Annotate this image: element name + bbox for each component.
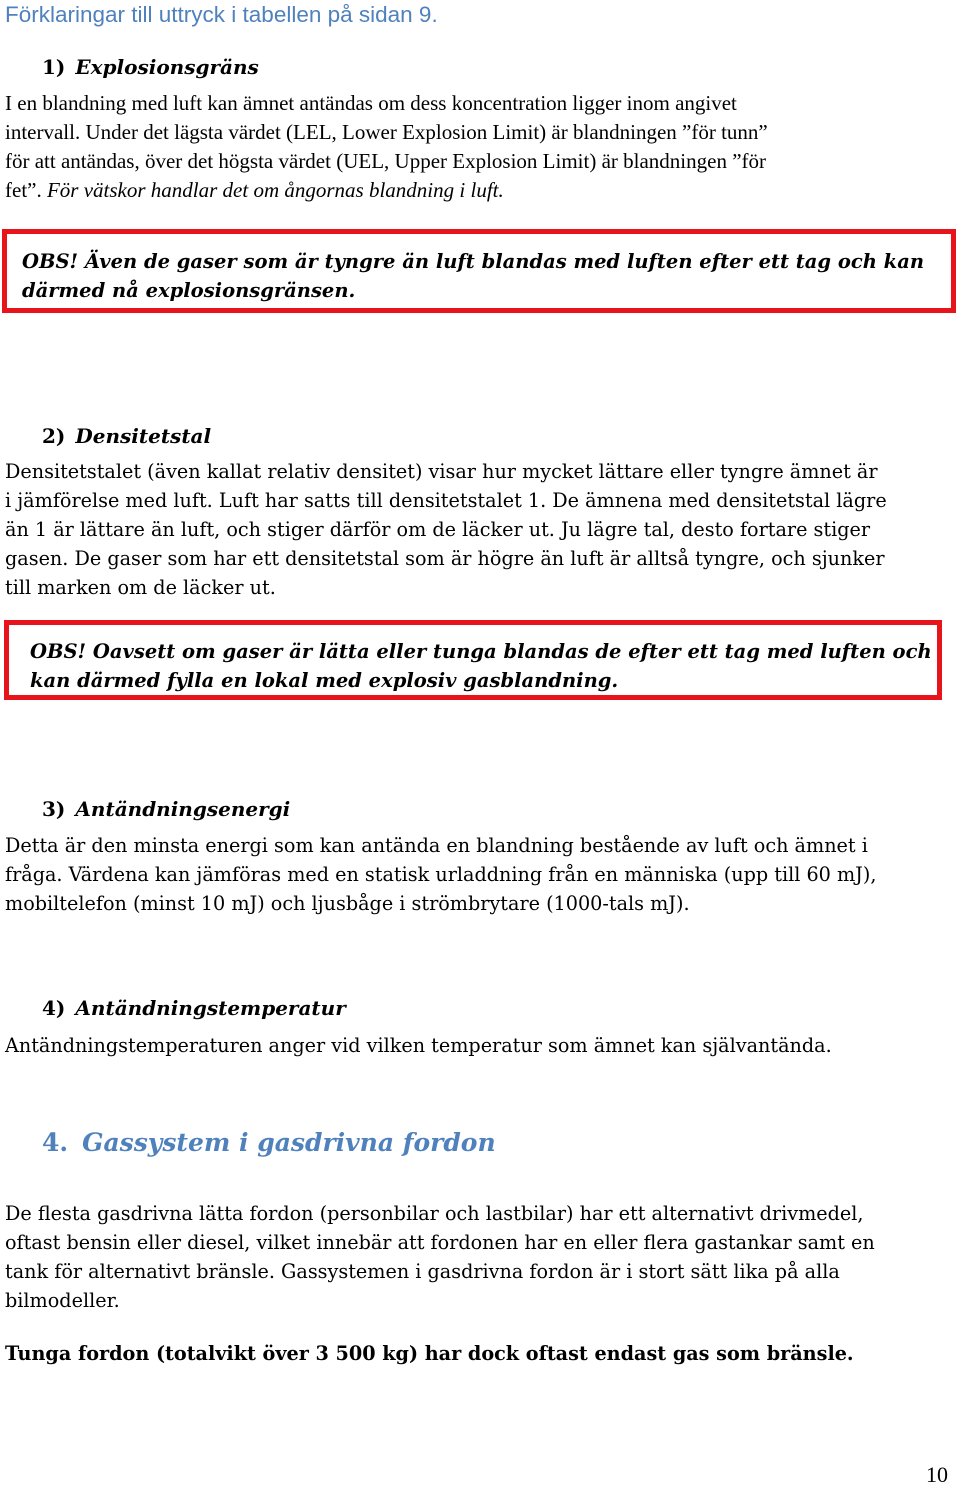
chapter-title: Gassystem i gasdrivna fordon (82, 1128, 496, 1157)
section-1-italic-note: För vätskor handlar det om ångornas blandning i luft. (46, 178, 504, 202)
section-1-number: 1) (42, 55, 66, 79)
section-2-line-2: i jämförelse med luft. Luft har satts till densitetstalet 1. De ämnena med densitetstal lägre (5, 489, 887, 512)
chapter-body (5, 1199, 950, 1315)
section-4-line-1: Antändningstemperaturen anger vid vilken temperatur som ämnet kan självantända. (5, 1034, 832, 1057)
chapter-number: 4. (42, 1128, 69, 1157)
section-4-number: 4) (42, 996, 66, 1020)
section-4-body (5, 1031, 950, 1060)
chapter-line-3: tank för alternativt bränsle. Gassystemen i gasdrivna fordon är i stort sätt lika på alla (5, 1260, 840, 1283)
section-2-line-1: Densitetstalet (även kallat relativ densitet) visar hur mycket lättare eller tyngre ämnet är (5, 460, 878, 483)
warning-box-1 (2, 229, 956, 313)
chapter-line-1: De flesta gasdrivna lätta fordon (personbilar och lastbilar) har ett alternativt drivmedel, (5, 1202, 864, 1225)
section-2-heading (42, 424, 211, 448)
section-3-line-2: fråga. Värdena kan jämföras med en statisk urladdning från en människa (upp till 60 mJ), (5, 863, 877, 886)
section-2-line-4: gasen. De gaser som har ett densitetstal som är högre än luft är alltså tyngre, och sjunker (5, 547, 885, 570)
section-4-heading (42, 996, 346, 1020)
warning-2-text (30, 637, 932, 695)
warning-1-text (22, 247, 924, 305)
page-heading: Förklaringar till uttryck i tabellen på sidan 9. (5, 2, 438, 27)
section-1-line-3: för att antändas, över det högsta värdet (UEL, Upper Explosion Limit) är blandningen ”för (5, 149, 767, 173)
chapter-line-2: oftast bensin eller diesel, vilket innebär att fordonen har en eller flera gastankar samt en (5, 1231, 875, 1254)
section-1-title: Explosionsgräns (75, 55, 259, 79)
section-3-heading (42, 797, 290, 821)
section-4-title: Antändningstemperatur (75, 996, 346, 1020)
warning-1-line-1: OBS! Även de gaser som är tyngre än luft blandas med luften efter ett tag och kan (22, 250, 925, 273)
section-3-body (5, 831, 950, 918)
section-2-number: 2) (42, 424, 66, 448)
section-3-title: Antändningsenergi (75, 797, 291, 821)
section-1-body (5, 89, 950, 205)
section-3-line-1: Detta är den minsta energi som kan antända en blandning bestående av luft och ämnet i (5, 834, 868, 857)
section-3-line-3: mobiltelefon (minst 10 mJ) och ljusbåge i strömbrytare (1000-tals mJ). (5, 892, 690, 915)
section-2-body (5, 457, 950, 602)
warning-2-line-2: kan därmed fylla en lokal med explosiv gasblandning. (30, 669, 619, 692)
heavy-vehicles-note: Tunga fordon (totalvikt över 3 500 kg) har dock oftast endast gas som bränsle. (5, 1342, 854, 1365)
section-1-line-2: intervall. Under det lägsta värdet (LEL, Lower Explosion Limit) är blandningen ”för tunn” (5, 120, 768, 144)
warning-box-2 (4, 620, 942, 700)
page-number: 10 (926, 1462, 948, 1487)
section-2-title: Densitetstal (75, 424, 212, 448)
section-1-line-1: I en blandning med luft kan ämnet antändas om dess koncentration ligger inom angivet (5, 91, 737, 115)
warning-2-line-1: OBS! Oavsett om gaser är lätta eller tunga blandas de efter ett tag med luften och (30, 640, 932, 663)
section-1-line-4: fet”. (5, 178, 42, 202)
section-1-heading (42, 55, 259, 79)
chapter-heading (42, 1128, 496, 1157)
chapter-line-4: bilmodeller. (5, 1289, 120, 1312)
section-2-line-3: än 1 är lättare än luft, och stiger därför om de läcker ut. Ju lägre tal, desto fortare stiger (5, 518, 871, 541)
warning-1-line-2: därmed nå explosionsgränsen. (22, 279, 356, 302)
section-2-line-5: till marken om de läcker ut. (5, 576, 276, 599)
section-3-number: 3) (42, 797, 66, 821)
